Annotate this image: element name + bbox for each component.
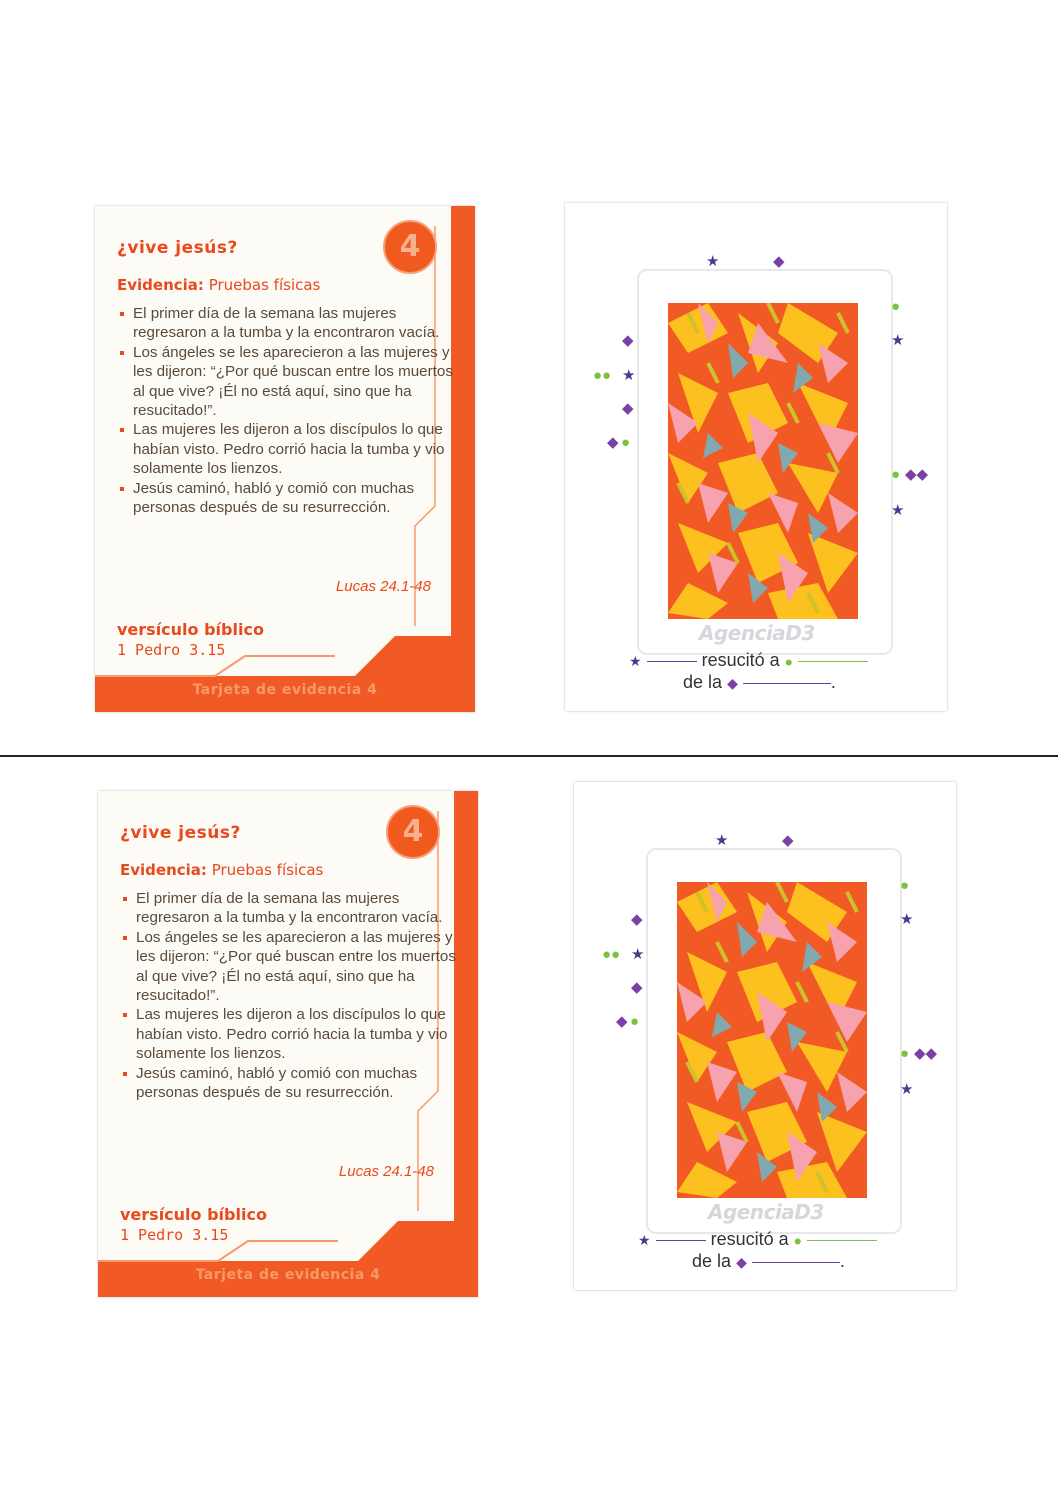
diamond-icon: ◆ — [782, 832, 794, 849]
scripture-reference: Lucas 24.1-48 — [335, 578, 431, 595]
star-icon: ★ — [891, 502, 905, 519]
diamond-icon: ◆ — [607, 434, 619, 451]
answer-blank[interactable] — [798, 661, 868, 662]
puzzle-line-1 — [638, 1229, 908, 1250]
dot-icon: ● — [793, 1232, 803, 1249]
star-icon: ★ — [631, 946, 645, 963]
decoder-pattern-image — [668, 303, 858, 619]
puzzle-line-2 — [692, 1251, 892, 1272]
agencia-d3-logo: AgenciaD3 — [708, 1200, 824, 1224]
verse-label: versículo bíblico — [120, 1205, 267, 1224]
dot-icon: ● — [900, 877, 910, 894]
diamond-icon: ◆ — [622, 332, 634, 349]
puzzle-line-2 — [683, 672, 883, 693]
diamond-icon: ◆ — [622, 400, 634, 417]
dot-icon: ● — [784, 653, 794, 670]
evidence-line — [120, 861, 323, 879]
star-icon: ★ — [715, 832, 729, 849]
card-number-badge: 4 — [383, 220, 437, 274]
card-title: ¿vive jesús? — [120, 823, 241, 843]
verse-reference: 1 Pedro 3.15 — [120, 1226, 229, 1244]
star-icon: ★ — [706, 253, 720, 270]
evidence-list — [120, 889, 458, 1102]
decoder-pattern-image — [677, 882, 867, 1198]
dot-icon: ● — [900, 1045, 910, 1062]
star-icon: ★ — [891, 332, 905, 349]
page-divider — [0, 755, 1058, 757]
puzzle-text: resucitó a — [701, 650, 780, 670]
puzzle-end-punctuation: . — [830, 672, 836, 692]
diamond-icon: ◆◆ — [914, 1045, 938, 1062]
star-icon: ★ — [629, 652, 642, 669]
card-number-badge: 4 — [386, 805, 440, 859]
card-title: ¿vive jesús? — [117, 238, 238, 258]
card-footer: Tarjeta de evidencia 4 — [195, 1267, 381, 1283]
diamond-icon: ◆ — [727, 674, 738, 691]
puzzle-card-back — [574, 782, 956, 1290]
evidence-value: Pruebas físicas — [208, 276, 321, 294]
dot-icon: ● — [621, 434, 631, 451]
dot-icon: ● — [891, 298, 901, 315]
dot-icon: ● — [630, 1013, 640, 1030]
agencia-d3-logo: AgenciaD3 — [699, 621, 815, 645]
verse-reference: 1 Pedro 3.15 — [117, 641, 226, 659]
answer-blank[interactable] — [752, 1262, 840, 1263]
diamond-icon: ◆ — [773, 253, 785, 270]
diamond-icon: ◆ — [616, 1013, 628, 1030]
diamond-icon: ◆ — [631, 911, 643, 928]
dot-icon: ●● — [593, 367, 612, 384]
answer-blank[interactable] — [807, 1240, 877, 1241]
list-item: El primer día de la semana las mujeres regresaron a la tumba y la encontraron vacía. — [133, 304, 455, 343]
puzzle-card-back — [565, 203, 947, 711]
star-icon: ★ — [900, 911, 914, 928]
card-footer: Tarjeta de evidencia 4 — [192, 682, 378, 698]
evidence-value: Pruebas físicas — [211, 861, 324, 879]
puzzle-text: resucitó a — [710, 1229, 789, 1249]
list-item: Los ángeles se les aparecieron a las mujeres y les dijeron: “¿Por qué buscan entre los muertos al que vive? ¡Él no está aquí, sino que ha resucitado!”. — [136, 928, 458, 1006]
evidence-line — [117, 276, 320, 294]
star-icon: ★ — [900, 1081, 914, 1098]
diamond-icon: ◆ — [736, 1253, 747, 1270]
diamond-icon: ◆◆ — [905, 466, 929, 483]
list-item: Jesús caminó, habló y comió con muchas personas después de su resurrección. — [133, 479, 455, 518]
scripture-reference: Lucas 24.1-48 — [338, 1163, 434, 1180]
list-item: Los ángeles se les aparecieron a las mujeres y les dijeron: “¿Por qué buscan entre los muertos al que vive? ¡Él no está aquí, sino que ha resucitado!”. — [133, 343, 455, 421]
diamond-icon: ◆ — [631, 979, 643, 996]
dot-icon: ● — [891, 466, 901, 483]
list-item: El primer día de la semana las mujeres regresaron a la tumba y la encontraron vacía. — [136, 889, 458, 928]
puzzle-text: de la — [683, 672, 723, 692]
answer-blank[interactable] — [656, 1240, 706, 1241]
evidence-list — [117, 304, 455, 517]
list-item: Las mujeres les dijeron a los discípulos lo que habían visto. Pedro corrió hacia la tumba y vio solamente los lienzos. — [136, 1005, 458, 1063]
evidence-card-front — [98, 791, 478, 1297]
star-icon: ★ — [638, 1231, 651, 1248]
list-item: Jesús caminó, habló y comió con muchas personas después de su resurrección. — [136, 1064, 458, 1103]
puzzle-end-punctuation: . — [839, 1251, 845, 1271]
puzzle-text: de la — [692, 1251, 732, 1271]
answer-blank[interactable] — [647, 661, 697, 662]
dot-icon: ●● — [602, 946, 621, 963]
evidence-label: Evidencia: — [117, 276, 204, 294]
evidence-card-front — [95, 206, 475, 712]
verse-label: versículo bíblico — [117, 620, 264, 639]
evidence-label: Evidencia: — [120, 861, 207, 879]
list-item: Las mujeres les dijeron a los discípulos lo que habían visto. Pedro corrió hacia la tumba y vio solamente los lienzos. — [133, 420, 455, 478]
answer-blank[interactable] — [743, 683, 831, 684]
puzzle-line-1 — [629, 650, 899, 671]
star-icon: ★ — [622, 367, 636, 384]
